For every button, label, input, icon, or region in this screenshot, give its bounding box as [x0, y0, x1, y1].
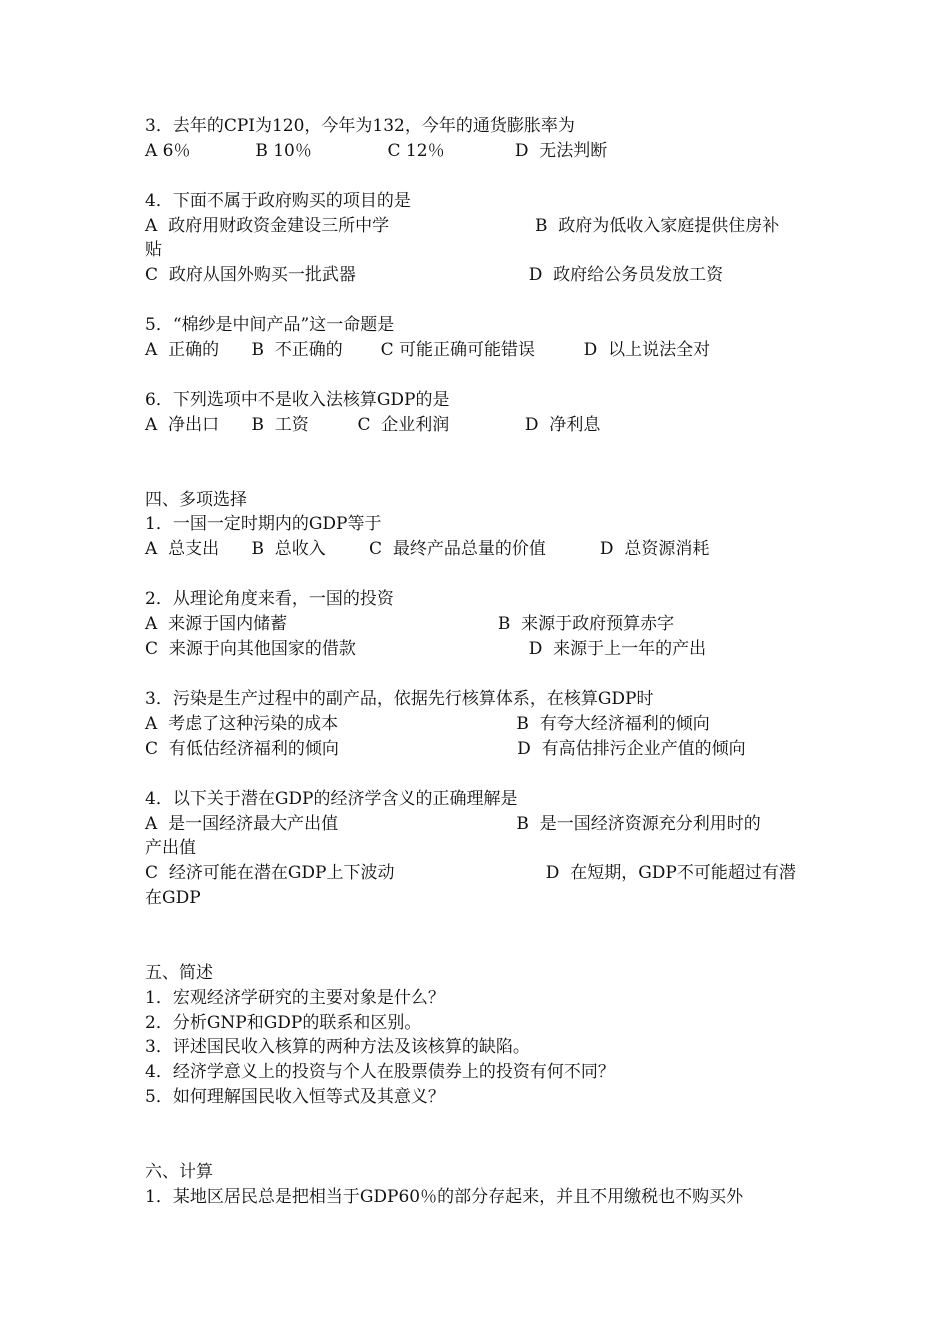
- mc2-stem: 2．从理论角度来看，一国的投资: [145, 589, 394, 609]
- q6-stem: 6．下列选项中不是收入法核算GDP的是: [145, 390, 450, 410]
- q4-options-ab-wrap: 贴: [145, 240, 162, 260]
- q4-options-ab: A 政府用财政资金建设三所中学 B 政府为低收入家庭提供住房补: [145, 216, 780, 236]
- q5-options: A 正确的 B 不正确的 C 可能正确可能错误 D 以上说法全对: [145, 340, 711, 360]
- sa1: 1．宏观经济学研究的主要对象是什么？: [145, 988, 445, 1008]
- mc4-stem: 4．以下关于潜在GDP的经济学含义的正确理解是: [145, 789, 518, 809]
- section-heading-multiple-choice: 四、多项选择: [145, 490, 247, 510]
- q3-stem: 3．去年的CPI为120，今年为132，今年的通货膨胀率为: [145, 116, 575, 136]
- sa4: 4．经济学意义上的投资与个人在股票债券上的投资有何不同？: [145, 1062, 615, 1082]
- sa2: 2．分析GNP和GDP的联系和区别。: [145, 1013, 422, 1033]
- q5-stem: 5．“棉纱是中间产品”这一命题是: [145, 315, 395, 335]
- mc4-options-ab-wrap: 产出值: [145, 838, 196, 858]
- q4-options-cd: C 政府从国外购买一批武器 D 政府给公务员发放工资: [145, 265, 724, 285]
- sa5: 5．如何理解国民收入恒等式及其意义？: [145, 1087, 445, 1107]
- mc3-options-ab: A 考虑了这种污染的成本 B 有夸大经济福利的倾向: [145, 714, 710, 734]
- q6-options: A 净出口 B 工资 C 企业利润 D 净利息: [145, 415, 601, 435]
- sa3: 3．评述国民收入核算的两种方法及该核算的缺陷。: [145, 1037, 530, 1057]
- mc4-options-ab: A 是一国经济最大产出值 B 是一国经济资源充分利用时的: [145, 814, 761, 834]
- q3-options: A 6％ B 10％ C 12％ D 无法判断: [145, 141, 608, 161]
- mc4-options-cd-wrap: 在GDP: [145, 888, 201, 908]
- mc3-stem: 3．污染是生产过程中的副产品，依据先行核算体系，在核算GDP时: [145, 689, 654, 709]
- mc3-options-cd: C 有低估经济福利的倾向 D 有高估排污企业产值的倾向: [145, 739, 746, 759]
- mc2-options-cd: C 来源于向其他国家的借款 D 来源于上一年的产出: [145, 639, 707, 659]
- mc2-options-ab: A 来源于国内储蓄 B 来源于政府预算赤字: [145, 614, 675, 634]
- mc1-stem: 1．一国一定时期内的GDP等于: [145, 514, 382, 534]
- mc4-options-cd: C 经济可能在潜在GDP上下波动 D 在短期，GDP不可能超过有潜: [145, 863, 796, 883]
- section-heading-short-answer: 五、简述: [145, 963, 213, 983]
- mc1-options: A 总支出 B 总收入 C 最终产品总量的价值 D 总资源消耗: [145, 539, 710, 559]
- calc1: 1．某地区居民总是把相当于GDP60％的部分存起来，并且不用缴税也不购买外: [145, 1187, 744, 1207]
- section-heading-calculation: 六、计算: [145, 1162, 213, 1182]
- q4-stem: 4．下面不属于政府购买的项目的是: [145, 191, 411, 211]
